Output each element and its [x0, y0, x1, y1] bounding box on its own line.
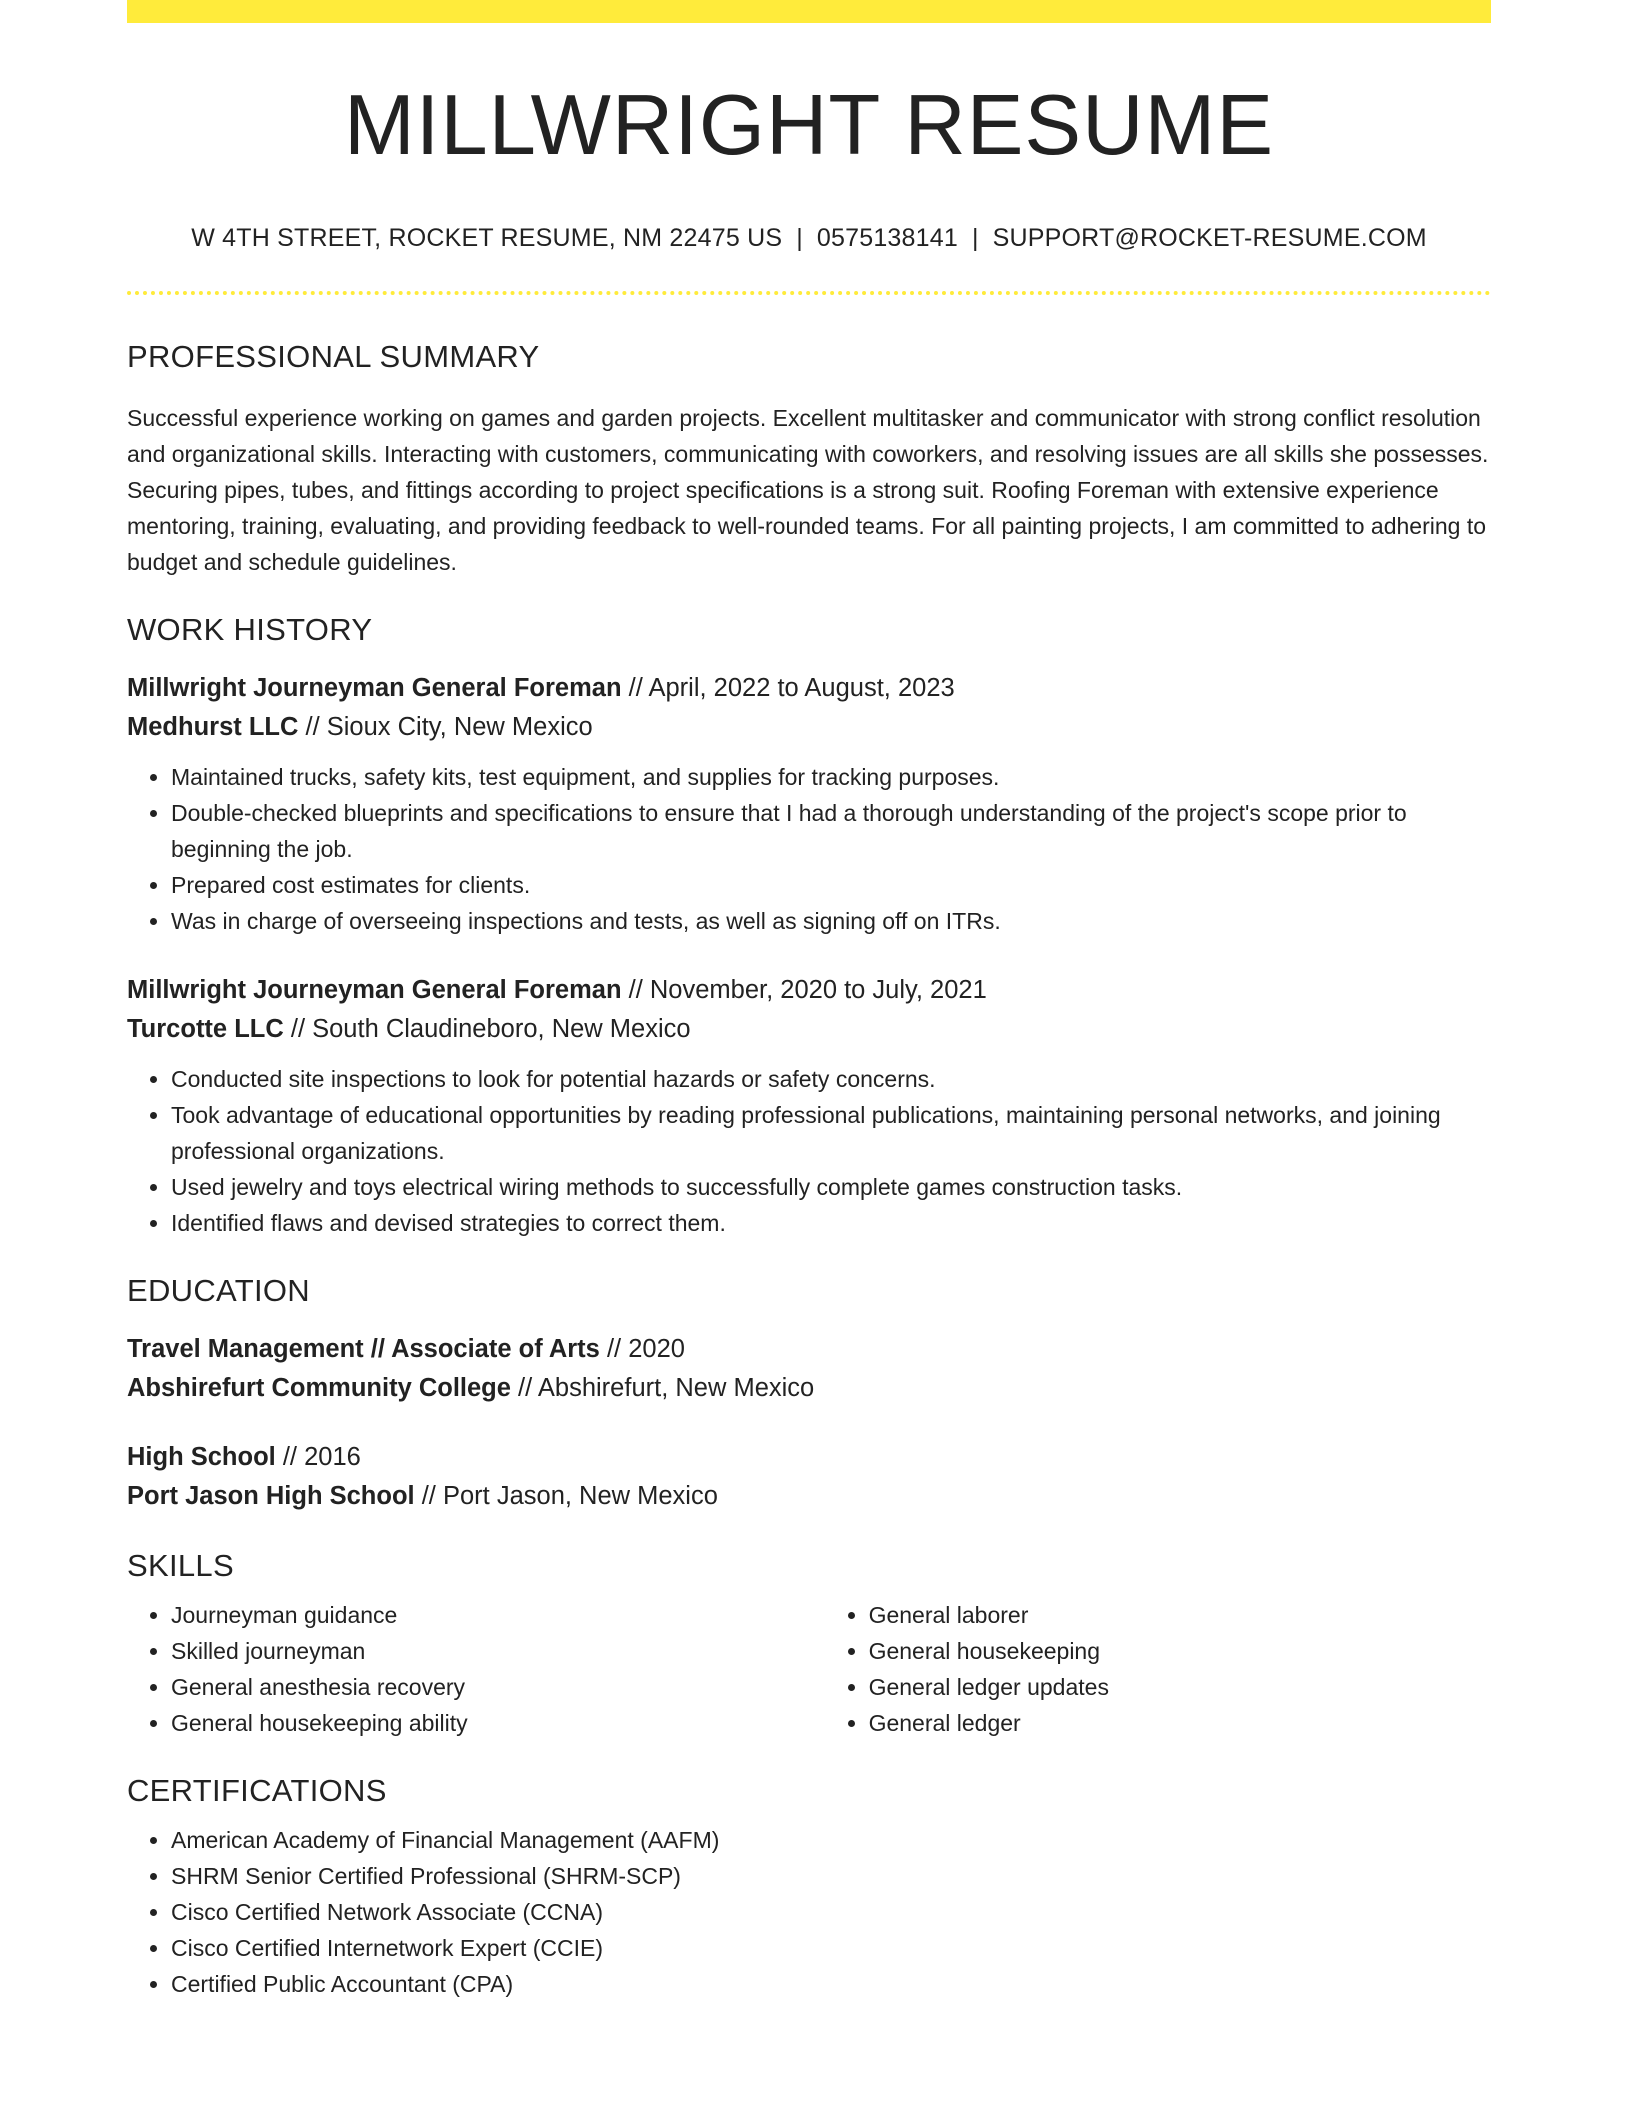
education-school: Port Jason High School: [127, 1482, 415, 1510]
job-company: Medhurst LLC: [127, 713, 299, 741]
contact-phone: 0575138141: [816, 224, 958, 252]
job-title: Millwright Journeyman General Foreman: [127, 976, 622, 1004]
certification-item: • SHRM Senior Certified Professional (SHRM-SCP): [171, 1858, 1491, 1894]
job-bullet: • Identified flaws and devised strategies to correct them.: [171, 1205, 1491, 1241]
job-bullets: [127, 759, 1491, 939]
job-bullet: • Maintained trucks, safety kits, test equipment, and supplies for tracking purposes.: [171, 759, 1491, 795]
certification-item: • Certified Public Accountant (CPA): [171, 1966, 1491, 2002]
skill-item: • General ledger: [869, 1705, 1491, 1741]
skill-item: • General housekeeping ability: [171, 1705, 825, 1741]
skills-columns: [127, 1597, 1491, 1741]
accent-bar: [127, 0, 1491, 23]
certifications-heading: CERTIFICATIONS: [127, 1773, 387, 1808]
skills-list-left: [127, 1597, 825, 1741]
certification-item: • Cisco Certified Network Associate (CCNA): [171, 1894, 1491, 1930]
education-location: // Port Jason, New Mexico: [421, 1482, 718, 1510]
education-degree-line: [127, 1438, 1491, 1477]
job-company-line: [127, 1010, 1491, 1049]
job-location: // Sioux City, New Mexico: [305, 713, 593, 741]
job-bullets: [127, 1061, 1491, 1241]
job-bullet: • Was in charge of overseeing inspections and tests, as well as signing off on ITRs.: [171, 903, 1491, 939]
work-history-heading: WORK HISTORY: [127, 612, 373, 647]
job-location: // South Claudineboro, New Mexico: [290, 1015, 691, 1043]
contact-address: W 4TH STREET, ROCKET RESUME, NM 22475 US: [191, 224, 783, 252]
education-heading: EDUCATION: [127, 1273, 310, 1308]
job-bullet: • Used jewelry and toys electrical wiring methods to successfully complete games construction tasks.: [171, 1169, 1491, 1205]
job-title: Millwright Journeyman General Foreman: [127, 674, 622, 702]
certification-item: • Cisco Certified Internetwork Expert (CCIE): [171, 1930, 1491, 1966]
job-bullet: • Double-checked blueprints and specifications to ensure that I had a thorough understanding of the project's scope prior to beginning the job.: [171, 795, 1491, 867]
job-dates: // November, 2020 to July, 2021: [628, 976, 987, 1004]
dotted-divider: [127, 291, 1491, 295]
education-degree: High School: [127, 1443, 276, 1471]
certifications-list: [127, 1822, 1491, 2002]
certification-item: • American Academy of Financial Management (AAFM): [171, 1822, 1491, 1858]
summary-heading: PROFESSIONAL SUMMARY: [127, 339, 540, 374]
skill-item: • General laborer: [869, 1597, 1491, 1633]
education-year: // 2020: [606, 1335, 685, 1363]
job-bullet: • Prepared cost estimates for clients.: [171, 867, 1491, 903]
job-company: Turcotte LLC: [127, 1015, 284, 1043]
contact-line: [127, 226, 1491, 251]
skill-item: • Skilled journeyman: [171, 1633, 825, 1669]
education-entry: [127, 1438, 1491, 1516]
summary-text: Successful experience working on games and garden projects. Excellent multitasker and communicator with strong conflict resolution and organizational skills. Interacting with customers, communicating with coworkers, and resolving issues are all skills she possesses. Securing pipes, tubes, and fittings according to project specifications is a strong suit. Roofing Foreman with extensive experience mentoring, training, evaluating, and providing feedback to well-rounded teams. For all painting projects, I am committed to adhering to budget and schedule guidelines.: [127, 405, 1489, 575]
resume-title: MILLWRIGHT RESUME: [343, 78, 1275, 173]
job-company-line: [127, 708, 1491, 747]
skill-item: • General ledger updates: [869, 1669, 1491, 1705]
education-year: // 2016: [282, 1443, 361, 1471]
skill-item: • Journeyman guidance: [171, 1597, 825, 1633]
skills-heading: SKILLS: [127, 1548, 234, 1583]
education-entry: [127, 1330, 1491, 1408]
contact-email[interactable]: SUPPORT@ROCKET-RESUME.COM: [992, 224, 1427, 252]
certifications-section: [127, 1822, 1491, 2002]
education-degree: Travel Management // Associate of Arts: [127, 1335, 600, 1363]
education-school-line: [127, 1477, 1491, 1516]
job-dates: // April, 2022 to August, 2023: [628, 674, 955, 702]
skill-item: • General housekeeping: [869, 1633, 1491, 1669]
education-location: // Abshirefurt, New Mexico: [518, 1374, 815, 1402]
resume-page: [127, 0, 1491, 2002]
contact-separator: |: [796, 224, 803, 252]
education-school: Abshirefurt Community College: [127, 1374, 511, 1402]
skills-list-right: [825, 1597, 1491, 1741]
job-title-line: [127, 971, 1491, 1010]
skill-item: • General anesthesia recovery: [171, 1669, 825, 1705]
education-degree-line: [127, 1330, 1491, 1369]
job-bullet: • Conducted site inspections to look for potential hazards or safety concerns.: [171, 1061, 1491, 1097]
job-title-line: [127, 669, 1491, 708]
job-bullet: • Took advantage of educational opportunities by reading professional publications, maintaining personal networks, and joining professional organizations.: [171, 1097, 1491, 1169]
job-entry: [127, 971, 1491, 1049]
contact-separator: |: [971, 224, 979, 252]
education-school-line: [127, 1369, 1491, 1408]
job-entry: [127, 669, 1491, 747]
